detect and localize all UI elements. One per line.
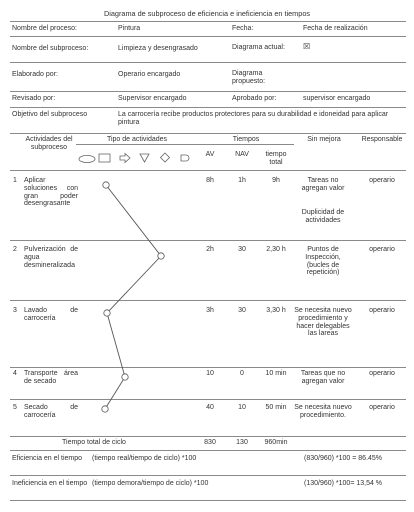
sin-mejora-note: Tareas que no agregan valor	[300, 370, 346, 385]
value-objetivo: La carrocería recibe productos protectores para su durabilidad e idoneidad para aplicar pintura	[118, 111, 389, 126]
total-tiempo: 960min	[264, 439, 288, 446]
value-av: 8h	[206, 177, 214, 184]
label-diagrama-actual: Diagrama actual:	[232, 44, 285, 51]
sin-mejora-note: Tareas no agregan valor	[301, 177, 345, 192]
value-total: 10 min	[265, 370, 287, 377]
value-nav: 30	[238, 246, 246, 253]
value-av: 2h	[206, 246, 214, 253]
total-av: 830	[204, 439, 216, 446]
value-nav: 1h	[238, 177, 246, 184]
value-total: 9h	[272, 177, 280, 184]
value-aprobado: supervisor encargado	[303, 95, 371, 102]
col-av: AV	[205, 151, 215, 158]
label-fecha: Fecha:	[232, 25, 254, 32]
delay-d-icon	[181, 155, 189, 161]
ineficiencia-result: (130/960) *100= 13,54 %	[304, 480, 383, 487]
value-subproceso: Limpieza y desengrasado	[118, 45, 198, 52]
value-nav: 0	[240, 370, 244, 377]
activity-name: Lavado de carrocería	[24, 307, 78, 322]
eficiencia-label: Eficiencia en el tiempo	[12, 455, 83, 462]
value-fecha: Fecha de realización	[303, 25, 368, 32]
eficiencia-formula: (tiempo real/tiempo de ciclo) *100	[92, 455, 197, 462]
ineficiencia-formula: (tiempo demora/tiempo de ciclo) *100	[92, 480, 209, 487]
value-proceso: Pintura	[118, 25, 141, 32]
row-number: 3	[13, 307, 17, 314]
transport-arrow-icon	[120, 154, 130, 163]
ineficiencia-label: Ineficiencia en el tiempo	[12, 480, 88, 487]
value-nav: 30	[238, 307, 246, 314]
value-total: 3,30 h	[266, 307, 286, 314]
inspection-symbol-icon	[99, 154, 110, 162]
activity-name: Secado de carrocería	[24, 404, 78, 419]
eficiencia-result: (830/960) *100 = 86.45%	[304, 455, 383, 462]
responsable: operario	[369, 307, 395, 314]
label-elaborado: Elaborado por:	[12, 71, 58, 78]
flow-node	[122, 374, 128, 380]
value-av: 10	[206, 370, 214, 377]
col-actividades: Actividades del subproceso	[25, 136, 73, 151]
row-number: 1	[13, 177, 17, 184]
sin-mejora-note: Se necesita nuevo procedimiento.	[294, 404, 352, 419]
value-total: 50 min	[265, 404, 287, 411]
row-number: 2	[13, 246, 17, 253]
sin-mejora-note: Se necesita nuevo procedimiento y hacer delegables las lareas	[294, 307, 352, 338]
col-sin-mejora: Sin mejora	[307, 136, 341, 143]
responsable: operario	[369, 177, 395, 184]
col-responsable: Responsable	[361, 136, 403, 143]
decision-diamond-icon	[161, 153, 170, 162]
value-elaborado: Operario encargado	[118, 71, 181, 78]
row-number: 5	[13, 404, 17, 411]
operation-symbol-icon	[79, 155, 95, 162]
total-label: Tiempo total de ciclo	[62, 439, 126, 446]
value-revisado: Supervisor encargado	[118, 95, 187, 102]
activity-name: Aplicar soluciones con gran poder desengrasante	[24, 177, 78, 208]
value-av: 40	[206, 404, 214, 411]
activity-name: Pulverización de agua desmineralizada	[24, 246, 78, 269]
value-total: 2,30 h	[266, 246, 286, 253]
checkbox-diagrama-actual[interactable]: ☒	[303, 42, 311, 51]
value-av: 3h	[206, 307, 214, 314]
col-tiempo-total: tiempo total	[265, 151, 287, 166]
activity-name: Transporte área de secado	[24, 370, 78, 385]
responsable: operario	[369, 370, 395, 377]
label-subproceso: Nombre del subproceso:	[12, 45, 89, 52]
label-aprobado: Aprobado por:	[232, 95, 277, 102]
flow-node	[103, 182, 109, 188]
responsable: operario	[369, 404, 395, 411]
row-number: 4	[13, 370, 17, 377]
storage-triangle-icon	[140, 154, 149, 162]
col-nav: NAV	[235, 151, 249, 158]
col-tipo: Tipo de actividades	[106, 136, 168, 143]
col-tiempos: Tiempos	[232, 136, 260, 143]
document-title: Diagrama de subproceso de eficiencia e ineficiencia en tiempos	[103, 9, 311, 18]
flow-node	[102, 406, 108, 412]
label-proceso: Nombre del proceso:	[12, 25, 77, 32]
flow-node	[158, 253, 164, 259]
value-nav: 10	[238, 404, 246, 411]
responsable: operario	[369, 246, 395, 253]
label-diagrama-propuesto: Diagrama propuesto:	[232, 70, 266, 85]
flow-node	[104, 310, 110, 316]
sin-mejora-note: Puntos de Inspección, (bucles de repetición)	[305, 246, 341, 277]
label-objetivo: Objetivo del subproceso	[12, 111, 88, 118]
label-revisado: Revisado por:	[12, 95, 56, 102]
flow-line	[105, 185, 161, 409]
sin-mejora-note: Duplicidad de actividades	[301, 209, 345, 224]
total-nav: 130	[236, 439, 248, 446]
